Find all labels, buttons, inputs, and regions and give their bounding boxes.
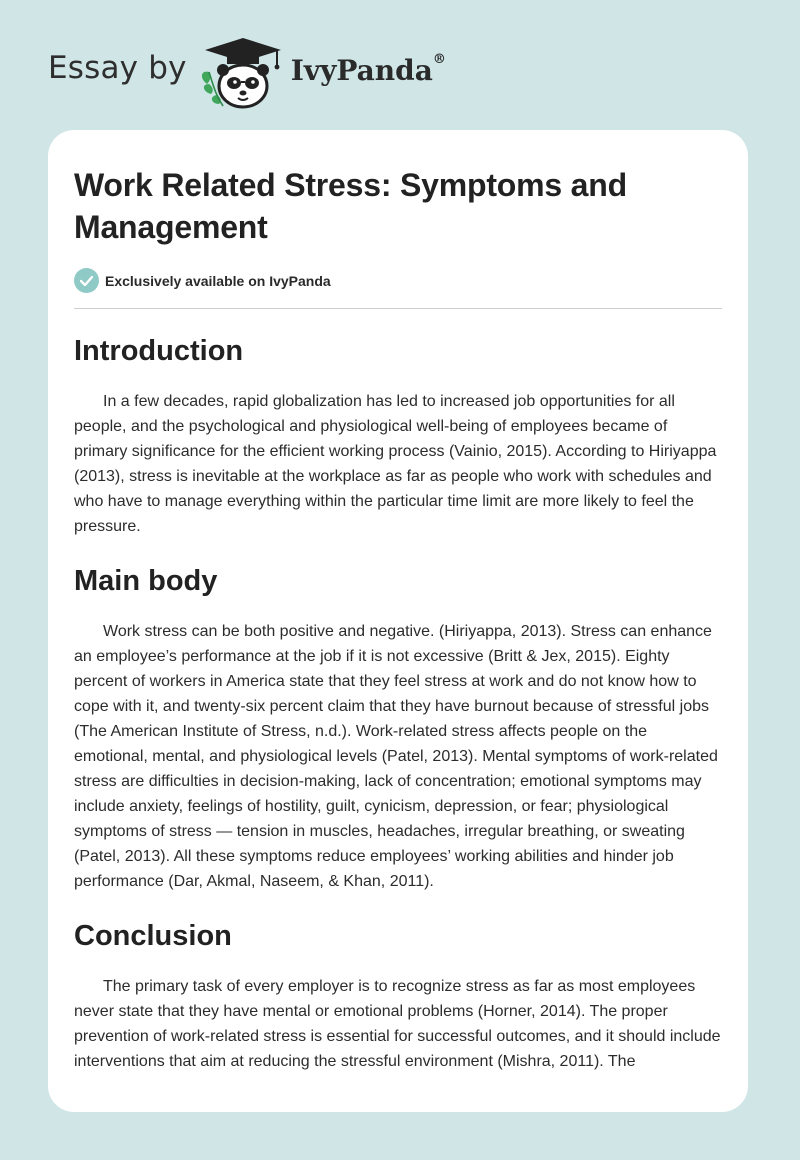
exclusive-label: Exclusively available on IvyPanda: [105, 272, 331, 289]
section-heading-main-body: Main body: [74, 565, 218, 597]
brand-name[interactable]: IvyPanda®: [290, 52, 446, 87]
registered-mark: ®: [432, 52, 446, 68]
section-text-conclusion: The primary task of every employer is to recognize stress as far as most employees never state that they have mental or emotional problems (Horner, 2014). The proper prevention of work-related stress is essential for successful outcomes, and it should include interventions that aim at reducing the stressful environment (Mishra, 2011). The: [74, 978, 721, 1070]
section-text-main-body: Work stress can be both positive and negative. (Hiriyappa, 2013). Stress can enhance an employee’s performance at the job if it is not excessive (Britt & Jex, 2015). Eighty percent of workers in America state that they feel stress at work and do not know how to cope with it, and twenty-six percent claim that they have burnout because of stressful jobs (The American Institute of Stress, n.d.). Work-related stress affects people on the emotional, mental, and physiological levels (Patel, 2013). Mental symptoms of work-related stress are difficulties in decision-making, lack of concentration; emotional symptoms may include anxiety, feelings of hostility, guilt, cynicism, depression, or fear; physiological symptoms of stress — tension in muscles, headaches, irregular breathing, or sweating (Patel, 2013). All these symptoms reduce employees’ working abilities and hinder job performance (Dar, Akmal, Naseem, & Khan, 2011).: [74, 623, 718, 890]
section-text-introduction: In a few decades, rapid globalization has led to increased job opportunities for all people, and the psychological and physiological well-being of employees became of primary significance for the efficient working process (Vainio, 2015). According to Hiriyappa (2013), stress is inevitable at the workplace as far as people who work with schedules and who have to manage everything within the particular time limit are more likely to feel the pressure.: [74, 393, 717, 535]
section-heading-introduction: Introduction: [74, 335, 244, 367]
section-heading-conclusion: Conclusion: [74, 920, 232, 952]
divider: [74, 308, 722, 309]
essay-by-label: Essay by: [48, 50, 187, 86]
exclusive-badge: [74, 268, 722, 293]
essay-card: [48, 130, 748, 1112]
site-header: [48, 32, 446, 112]
panda-logo-icon[interactable]: [197, 32, 289, 112]
check-icon: [74, 268, 99, 293]
page-title: Work Related Stress: Symptoms and Management: [74, 167, 627, 245]
